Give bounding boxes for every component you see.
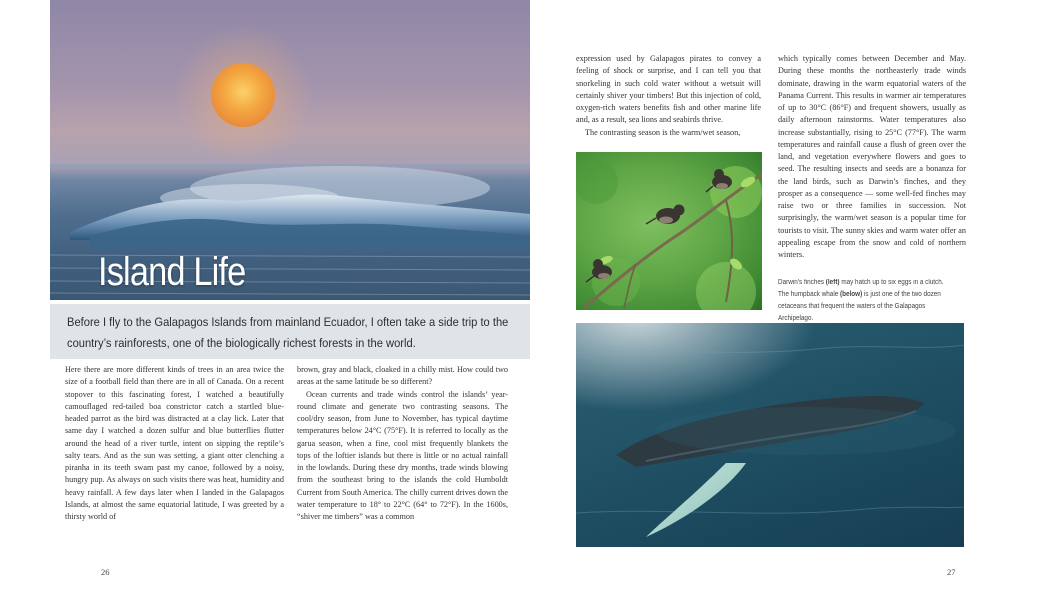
photo-caption [778, 277, 953, 325]
body-column-2 [297, 364, 508, 523]
caption-emphasis: (left) [825, 279, 840, 286]
humpback-whale-photo [576, 323, 964, 547]
caption-text: Darwin’s finches [778, 279, 826, 286]
sunset-wave-photo [50, 0, 530, 300]
finches-photo [576, 152, 762, 310]
body-paragraph: The contrasting season is the warm/wet season, [585, 127, 741, 137]
whale-illustration [576, 323, 964, 547]
body-paragraph: expression used by Galapagos pirates to convey a feeling of shock or surprise, and I can tell you that snorkeling in such cold water without a wetsuit will certainly shiver your timbers! But this injection of cold, oxygen-rich waters benefits fish and other marine life and, as a result, sea lions and seabirds thrive. [576, 54, 761, 125]
body-column-1 [65, 364, 284, 523]
body-paragraph: Here there are more different kinds of trees in an area twice the size of a football field than there are in all of Canada. On a recent stopover to this fascinating forest, I watched a beautifully camouflaged red-tailed boa constrictor catch a startled blue-headed parrot as the bird was distracted at a clay lick. Later that same day I watched a dozen sulfur and blue butterflies flutter around the head of a river turtle, intent on sipping the reptile’s salty tears. And as the sun was setting, a giant otter clenching a piranha in its teeth swam past my canoe, followed by a noisy, hungry pup. As always on such visits there was heat, humidity and heavy rainfall. A few days later when I landed in the Galapagos Islands, at almost the same equatorial latitude, I was greeted by a thirsty world of [65, 365, 284, 521]
caption-text: is just one of the two dozen cetaceans that frequent the waters of the Galapagos Archipelago. [778, 291, 941, 322]
lede-band [50, 304, 530, 359]
article-title: Island Life [98, 250, 246, 294]
caption-emphasis: (below) [840, 291, 863, 298]
lede-text: Before I fly to the Galapagos Islands from mainland Ecuador, I often take a side trip to the country’s rainforests, one of the biologically richest forests in the world. [67, 315, 509, 350]
body-column-4 [778, 53, 966, 261]
body-paragraph: Ocean currents and trade winds control the islands’ year-round climate and generate two contrasting seasons. The cool/dry season, from June to November, has typical daytime temperatures below 24°C (75°F). It is referred to locally as the garua season, when a fine, cool mist frequently blankets the tops of the loftier islands but there is little or no actual rainfall in the lowlands. During these dry months, trade winds blowing from the southeast bring to the islands the cold Humboldt Current from South America. The chilly current drives down the water temperature to 18° to 22°C (64° to 72°F). In the 1600s, “shiver me timbers” was a common [297, 389, 508, 521]
body-paragraph: brown, gray and black, cloaked in a chilly mist. How could two areas at the same latitude be so different? [297, 365, 508, 387]
body-column-3 [576, 53, 761, 139]
page-number-left: 26 [101, 567, 110, 577]
page-number-right: 27 [947, 567, 956, 577]
body-paragraph: which typically comes between December and May. During these months the northeasterly trade winds dominate, drawing in the warm equatorial waters of the Panama Current. This results in warmer air temperatures of up to 30°C (86°F) and frequent showers, usually as daily afternoon rainstorms. Water temperatures also increase substantially, rising to 25°C (77°F). The warm temperatures and rainfall cause a flush of green over the land, and vegetation everywhere flowers and goes to seed. The resulting insects and seeds are a bonanza for the land birds, such as Darwin’s finches, and they prosper as a consequence — some well-fed finches may raise two or three families in succession. Not surprisingly, the warm/wet season is a popular time for tourists to visit. The sunny skies and warm water offer an appealing escape from the snow and cold of northern winters. [778, 54, 966, 259]
finches-illustration [576, 152, 762, 310]
caption-text: may hatch up to six eggs in a clutch. The humpback whale [778, 279, 944, 298]
